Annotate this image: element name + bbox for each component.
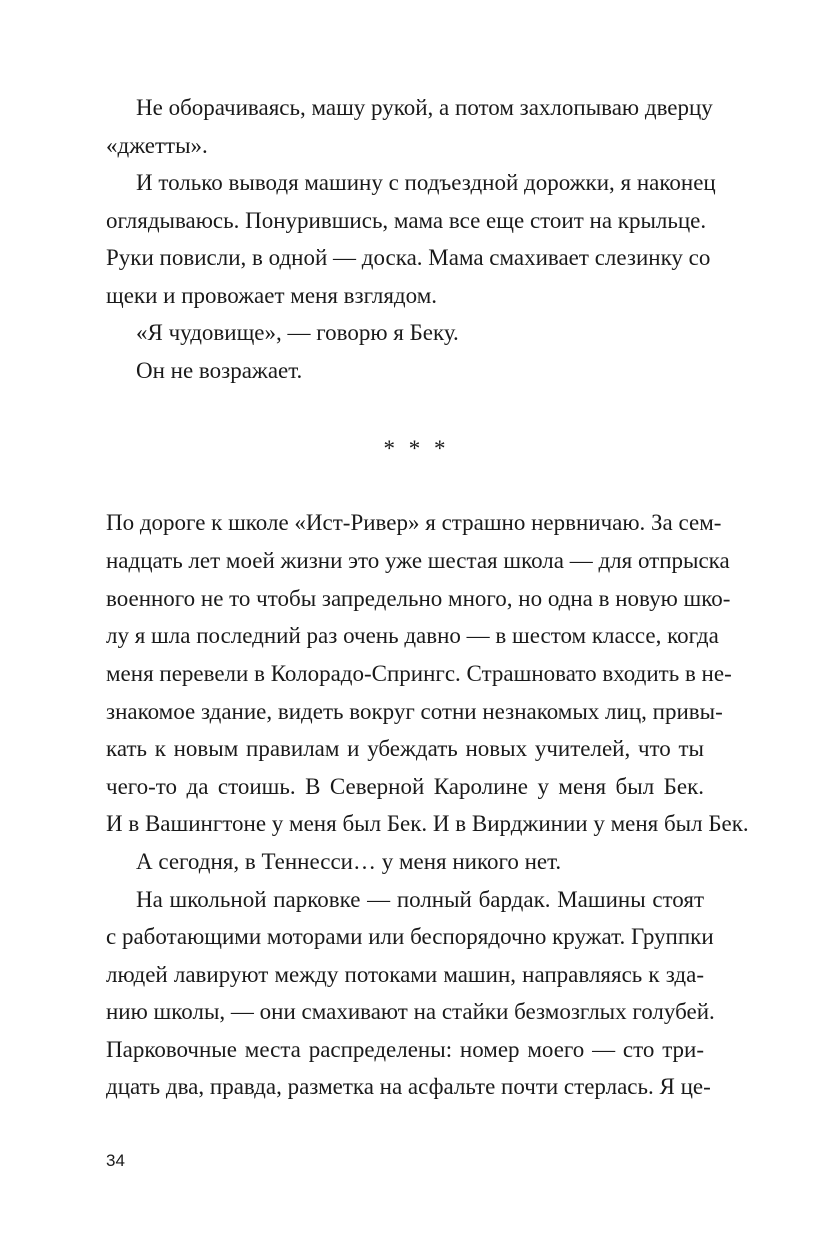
text-line: «Я чудовище», — говорю я Беку. — [136, 320, 459, 345]
text-line: людей лавируют между потоками машин, направляясь к зда- — [106, 962, 704, 987]
text-line: И только выводя машину с подъездной дорожки, я наконец — [136, 170, 716, 195]
text-line: На школьной парковке — полный бардак. Машины стоят — [136, 887, 704, 912]
text-line: военного не то чтобы запредельно много, но одна в новую шко- — [106, 586, 731, 611]
text-line: нию школы, — они смахивают на стайки безмозглых голубей. — [106, 999, 715, 1024]
text-line: щеки и провожает меня взглядом. — [106, 283, 437, 308]
text-line: кать к новым правилам и убеждать новых учителей, что ты — [106, 736, 704, 761]
text-line: По дороге к школе «Ист-Ривер» я страшно нервничаю. За сем- — [106, 510, 722, 535]
text-line: А сегодня, в Теннесси… у меня никого нет. — [136, 849, 562, 874]
page-number: 34 — [106, 1151, 125, 1170]
text-line: дцать два, правда, разметка на асфальте почти стерлась. Я це- — [106, 1074, 711, 1099]
text-line: И в Вашингтоне у меня был Бек. И в Вирджинии у меня был Бек. — [106, 811, 749, 836]
text-line: меня перевели в Колорадо-Спрингс. Страшновато входить в не- — [106, 661, 732, 686]
text-line: Он не возражает. — [136, 358, 303, 383]
text-line: надцать лет моей жизни это уже шестая школа — для отпрыска — [106, 548, 730, 573]
text-line: «джетты». — [106, 133, 208, 158]
text-line: Парковочные места распределены: номер моего — сто три- — [106, 1037, 704, 1062]
text-line: знакомое здание, видеть вокруг сотни незнакомых лиц, привы- — [106, 699, 723, 724]
text-line: с работающими моторами или беспорядочно кружат. Группки — [106, 924, 714, 949]
text-line: Руки повисли, в одной — доска. Мама смахивает слезинку со — [106, 245, 711, 270]
text-line: лу я шла последний раз очень давно — в шестом классе, когда — [106, 623, 719, 648]
text-line: чего-то да стоишь. В Северной Каролине у меня был Бек. — [106, 774, 704, 799]
text-line: оглядываюсь. Понурившись, мама все еще стоит на крыльце. — [106, 208, 707, 233]
text-line: Не оборачиваясь, машу рукой, а потом захлопываю дверцу — [136, 95, 713, 120]
section-separator: * * * — [383, 436, 450, 461]
